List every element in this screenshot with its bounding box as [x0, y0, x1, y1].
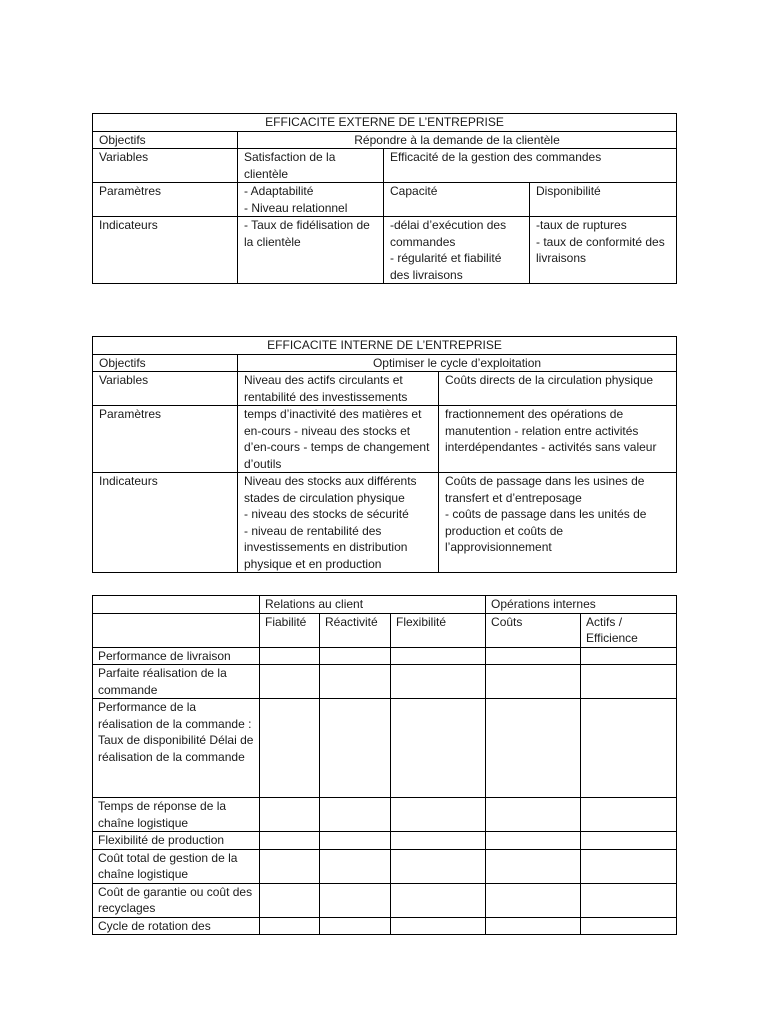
matrix-row-label: Performance de livraison — [93, 647, 260, 665]
matrix-cell — [391, 849, 486, 883]
matrix-cell — [486, 665, 581, 699]
matrix-cell — [581, 665, 677, 699]
matrix-cell — [581, 883, 677, 917]
matrix-cell — [260, 665, 320, 699]
table-row — [93, 665, 677, 699]
matrix-cell — [320, 699, 391, 798]
matrix-header-empty — [93, 613, 260, 647]
internal-variables-label: Variables — [93, 372, 238, 406]
external-variables-satisfaction: Satisfaction de la clientèle — [238, 149, 384, 183]
matrix-row-label: Flexibilité de production — [93, 832, 260, 850]
external-objectives-label: Objectifs — [93, 131, 238, 149]
matrix-cell — [260, 647, 320, 665]
matrix-cell — [320, 665, 391, 699]
external-table-title: EFFICACITE EXTERNE DE L’ENTREPRISE — [93, 114, 677, 132]
matrix-corner-cell — [93, 596, 260, 614]
matrix-cell — [260, 798, 320, 832]
internal-efficiency-table — [92, 336, 677, 573]
matrix-col-reactivite: Réactivité — [320, 613, 391, 647]
matrix-cell — [320, 832, 391, 850]
external-indicators-delai: -délai d’exécution des commandes - régularité et fiabilité des livraisons — [384, 217, 530, 284]
external-indicators-ruptures: -taux de ruptures - taux de conformité des livraisons — [530, 217, 677, 284]
matrix-cell — [391, 699, 486, 798]
matrix-row-label: Performance de la réalisation de la commande : Taux de disponibilité Délai de réalisation de la commande — [93, 699, 260, 798]
internal-indicators-label: Indicateurs — [93, 473, 238, 573]
internal-parameters-label: Paramètres — [93, 406, 238, 473]
supply-chain-metrics-table — [92, 595, 677, 935]
external-parameters-capacite: Capacité — [384, 183, 530, 217]
matrix-cell — [260, 883, 320, 917]
external-parameters-adaptabilite: - Adaptabilité - Niveau relationnel — [238, 183, 384, 217]
matrix-cell — [391, 665, 486, 699]
external-indicators-label: Indicateurs — [93, 217, 238, 284]
internal-table-title: EFFICACITE INTERNE DE L’ENTREPRISE — [93, 337, 677, 355]
external-objectives-value: Répondre à la demande de la clientèle — [238, 131, 677, 149]
matrix-cell — [581, 699, 677, 798]
matrix-cell — [391, 883, 486, 917]
matrix-row-label: Coût total de gestion de la chaîne logistique — [93, 849, 260, 883]
internal-variables-couts: Coûts directs de la circulation physique — [439, 372, 677, 406]
matrix-cell — [486, 832, 581, 850]
matrix-cell — [391, 798, 486, 832]
table-row — [93, 917, 677, 935]
table-row — [93, 647, 677, 665]
external-parameters-label: Paramètres — [93, 183, 238, 217]
matrix-cell — [486, 849, 581, 883]
matrix-cell — [486, 917, 581, 935]
matrix-cell — [391, 917, 486, 935]
matrix-row-label: Temps de réponse de la chaîne logistique — [93, 798, 260, 832]
matrix-cell — [581, 849, 677, 883]
matrix-group-client: Relations au client — [260, 596, 486, 614]
matrix-cell — [486, 798, 581, 832]
matrix-cell — [581, 832, 677, 850]
table-row — [93, 798, 677, 832]
matrix-cell — [320, 849, 391, 883]
matrix-row-label: Cycle de rotation des — [93, 917, 260, 935]
matrix-col-fiabilite: Fiabilité — [260, 613, 320, 647]
matrix-cell — [320, 883, 391, 917]
external-indicators-fidelisation: - Taux de fidélisation de la clientèle — [238, 217, 384, 284]
table-row — [93, 699, 677, 798]
matrix-cell — [320, 798, 391, 832]
matrix-cell — [260, 699, 320, 798]
matrix-row-label: Coût de garantie ou coût des recyclages — [93, 883, 260, 917]
matrix-cell — [260, 849, 320, 883]
external-variables-gestion: Efficacité de la gestion des commandes — [384, 149, 677, 183]
matrix-row-label: Parfaite réalisation de la commande — [93, 665, 260, 699]
matrix-cell — [581, 798, 677, 832]
matrix-group-internes: Opérations internes — [486, 596, 677, 614]
matrix-cell — [581, 917, 677, 935]
internal-objectives-value: Optimiser le cycle d’exploitation — [238, 354, 677, 372]
internal-indicators-couts: Coûts de passage dans les usines de transfert et d’entreposage - coûts de passage dans les unités de production et coûts de l’approvisionnement — [439, 473, 677, 573]
table-row — [93, 883, 677, 917]
matrix-cell — [260, 917, 320, 935]
external-efficiency-table — [92, 113, 677, 284]
external-variables-label: Variables — [93, 149, 238, 183]
matrix-col-flexibilite: Flexibilité — [391, 613, 486, 647]
internal-indicators-stocks: Niveau des stocks aux différents stades de circulation physique - niveau des stocks de sécurité - niveau de rentabilité des investissements en distribution physique et en production — [238, 473, 439, 573]
matrix-cell — [486, 699, 581, 798]
matrix-cell — [486, 883, 581, 917]
matrix-cell — [391, 647, 486, 665]
matrix-cell — [320, 917, 391, 935]
internal-variables-actifs: Niveau des actifs circulants et rentabilité des investissements — [238, 372, 439, 406]
matrix-col-couts: Coûts — [486, 613, 581, 647]
matrix-cell — [486, 647, 581, 665]
matrix-cell — [260, 832, 320, 850]
matrix-cell — [581, 647, 677, 665]
internal-parameters-inactivite: temps d’inactivité des matières et en-cours - niveau des stocks et d’en-cours - temps de changement d’outils — [238, 406, 439, 473]
internal-objectives-label: Objectifs — [93, 354, 238, 372]
table-row — [93, 832, 677, 850]
external-parameters-disponibilite: Disponibilité — [530, 183, 677, 217]
matrix-col-actifs: Actifs / Efficience — [581, 613, 677, 647]
internal-parameters-fractionnement: fractionnement des opérations de manutention - relation entre activités interdépendantes - activités sans valeur — [439, 406, 677, 473]
matrix-cell — [320, 647, 391, 665]
matrix-cell — [391, 832, 486, 850]
table-row — [93, 849, 677, 883]
